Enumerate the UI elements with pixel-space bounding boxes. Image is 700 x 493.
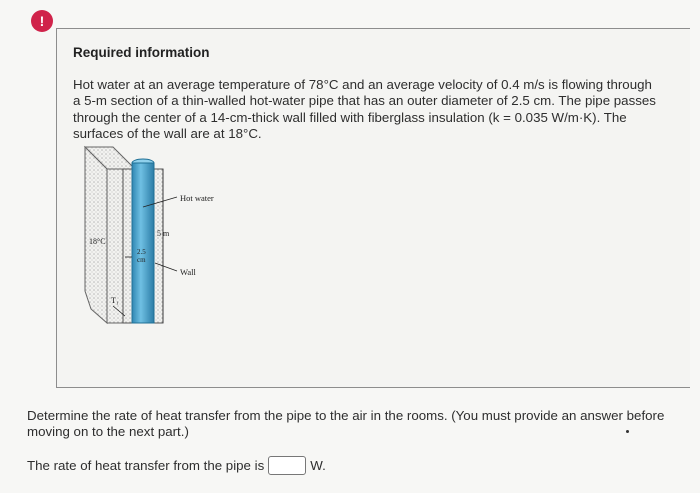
answer-unit: W. (310, 458, 326, 473)
pipe-wall-figure (77, 141, 237, 331)
answer-input[interactable] (268, 456, 306, 475)
label-temp: 18°C (89, 237, 106, 246)
label-length: 5 m (157, 229, 170, 238)
answer-prefix: The rate of heat transfer from the pipe is (27, 458, 265, 473)
exclamation-icon: ! (31, 10, 53, 32)
question-text: Determine the rate of heat transfer from the pipe to the air in the rooms. (You must provide an answer before moving on to the next part.) (27, 408, 665, 440)
info-text: Hot water at an average temperature of 78°C and an average velocity of 0.4 m/s is flowing through a 5-m section of a thin-walled hot-water pipe that has an outer diameter of 2.5 cm. The pipe passes through the center of a 14-cm-thick wall filled with fiberglass insulation (k = 0.035 W/m·K). The surfaces of the wall are at 18°C. (73, 77, 656, 142)
label-t1: T₁ (111, 296, 119, 305)
label-diameter-value: 2.5 (137, 248, 146, 256)
wall-front-face (85, 147, 107, 323)
label-diameter-unit: cm (137, 256, 146, 264)
label-wall: Wall (180, 267, 196, 277)
required-information-box (56, 28, 690, 388)
label-hot-water: Hot water (180, 193, 214, 203)
pipe-wall-diagram (77, 141, 237, 331)
pipe (132, 163, 154, 323)
info-title: Required information (73, 45, 210, 60)
cursor-dot (626, 430, 629, 433)
answer-row (27, 456, 326, 475)
